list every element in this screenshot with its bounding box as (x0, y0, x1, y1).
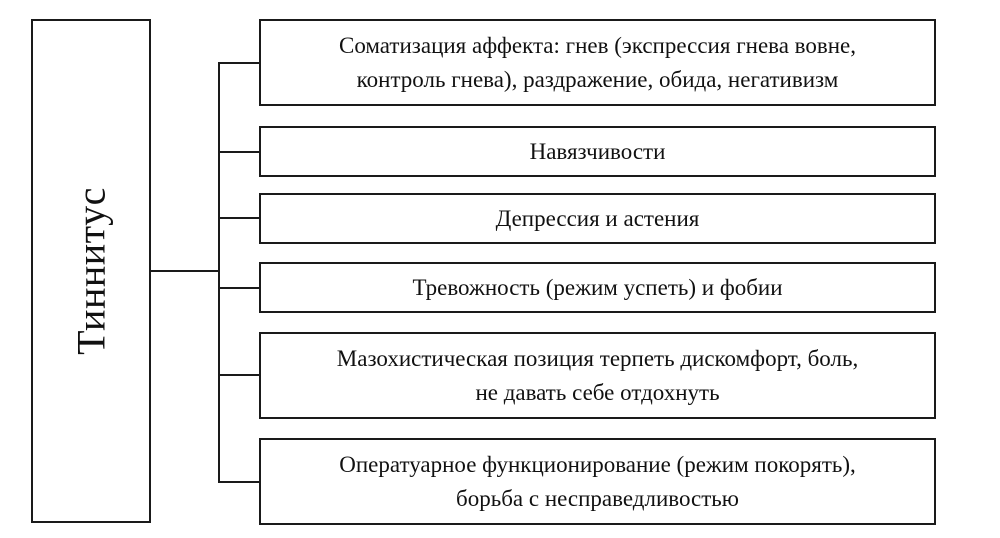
branch-connector (218, 481, 259, 483)
branch-node-masochistic (259, 332, 936, 419)
branch-connector (218, 151, 259, 153)
branch-text (496, 202, 700, 236)
branch-line: не давать себе отдохнуть (475, 379, 720, 405)
branch-text (412, 271, 782, 305)
branch-connector (218, 374, 259, 376)
root-node (31, 19, 151, 523)
branch-text (530, 135, 666, 169)
trunk-line (218, 62, 220, 483)
branch-line: Мазохистическая позиция терпеть дискомфорт, боль, (336, 345, 859, 371)
branch-line: Оператуарное функционирование (режим покорять), (339, 451, 856, 477)
branch-node-operational (259, 438, 936, 525)
branch-text (337, 342, 858, 410)
branch-line: Депрессия и астения (495, 205, 700, 231)
branch-node-depression (259, 193, 936, 244)
branch-line: борьба с несправедливостью (456, 485, 739, 511)
branch-node-somatization (259, 19, 936, 106)
branch-connector (218, 287, 259, 289)
branch-line: Соматизация аффекта: гнев (экспрессия гнева вовне, (339, 32, 856, 58)
branch-connector (218, 62, 259, 64)
branch-line: Тревожность (режим успеть) и фобии (412, 274, 783, 300)
branch-node-anxiety (259, 262, 936, 313)
branch-connector (218, 217, 259, 219)
branch-text (339, 29, 856, 97)
root-connector (151, 270, 220, 272)
branch-text (339, 448, 856, 516)
branch-line: Навязчивости (529, 138, 666, 164)
branch-node-obsessions (259, 126, 936, 177)
branch-line: контроль гнева), раздражение, обида, негативизм (356, 66, 839, 92)
root-label: Тиннитус (68, 187, 114, 355)
